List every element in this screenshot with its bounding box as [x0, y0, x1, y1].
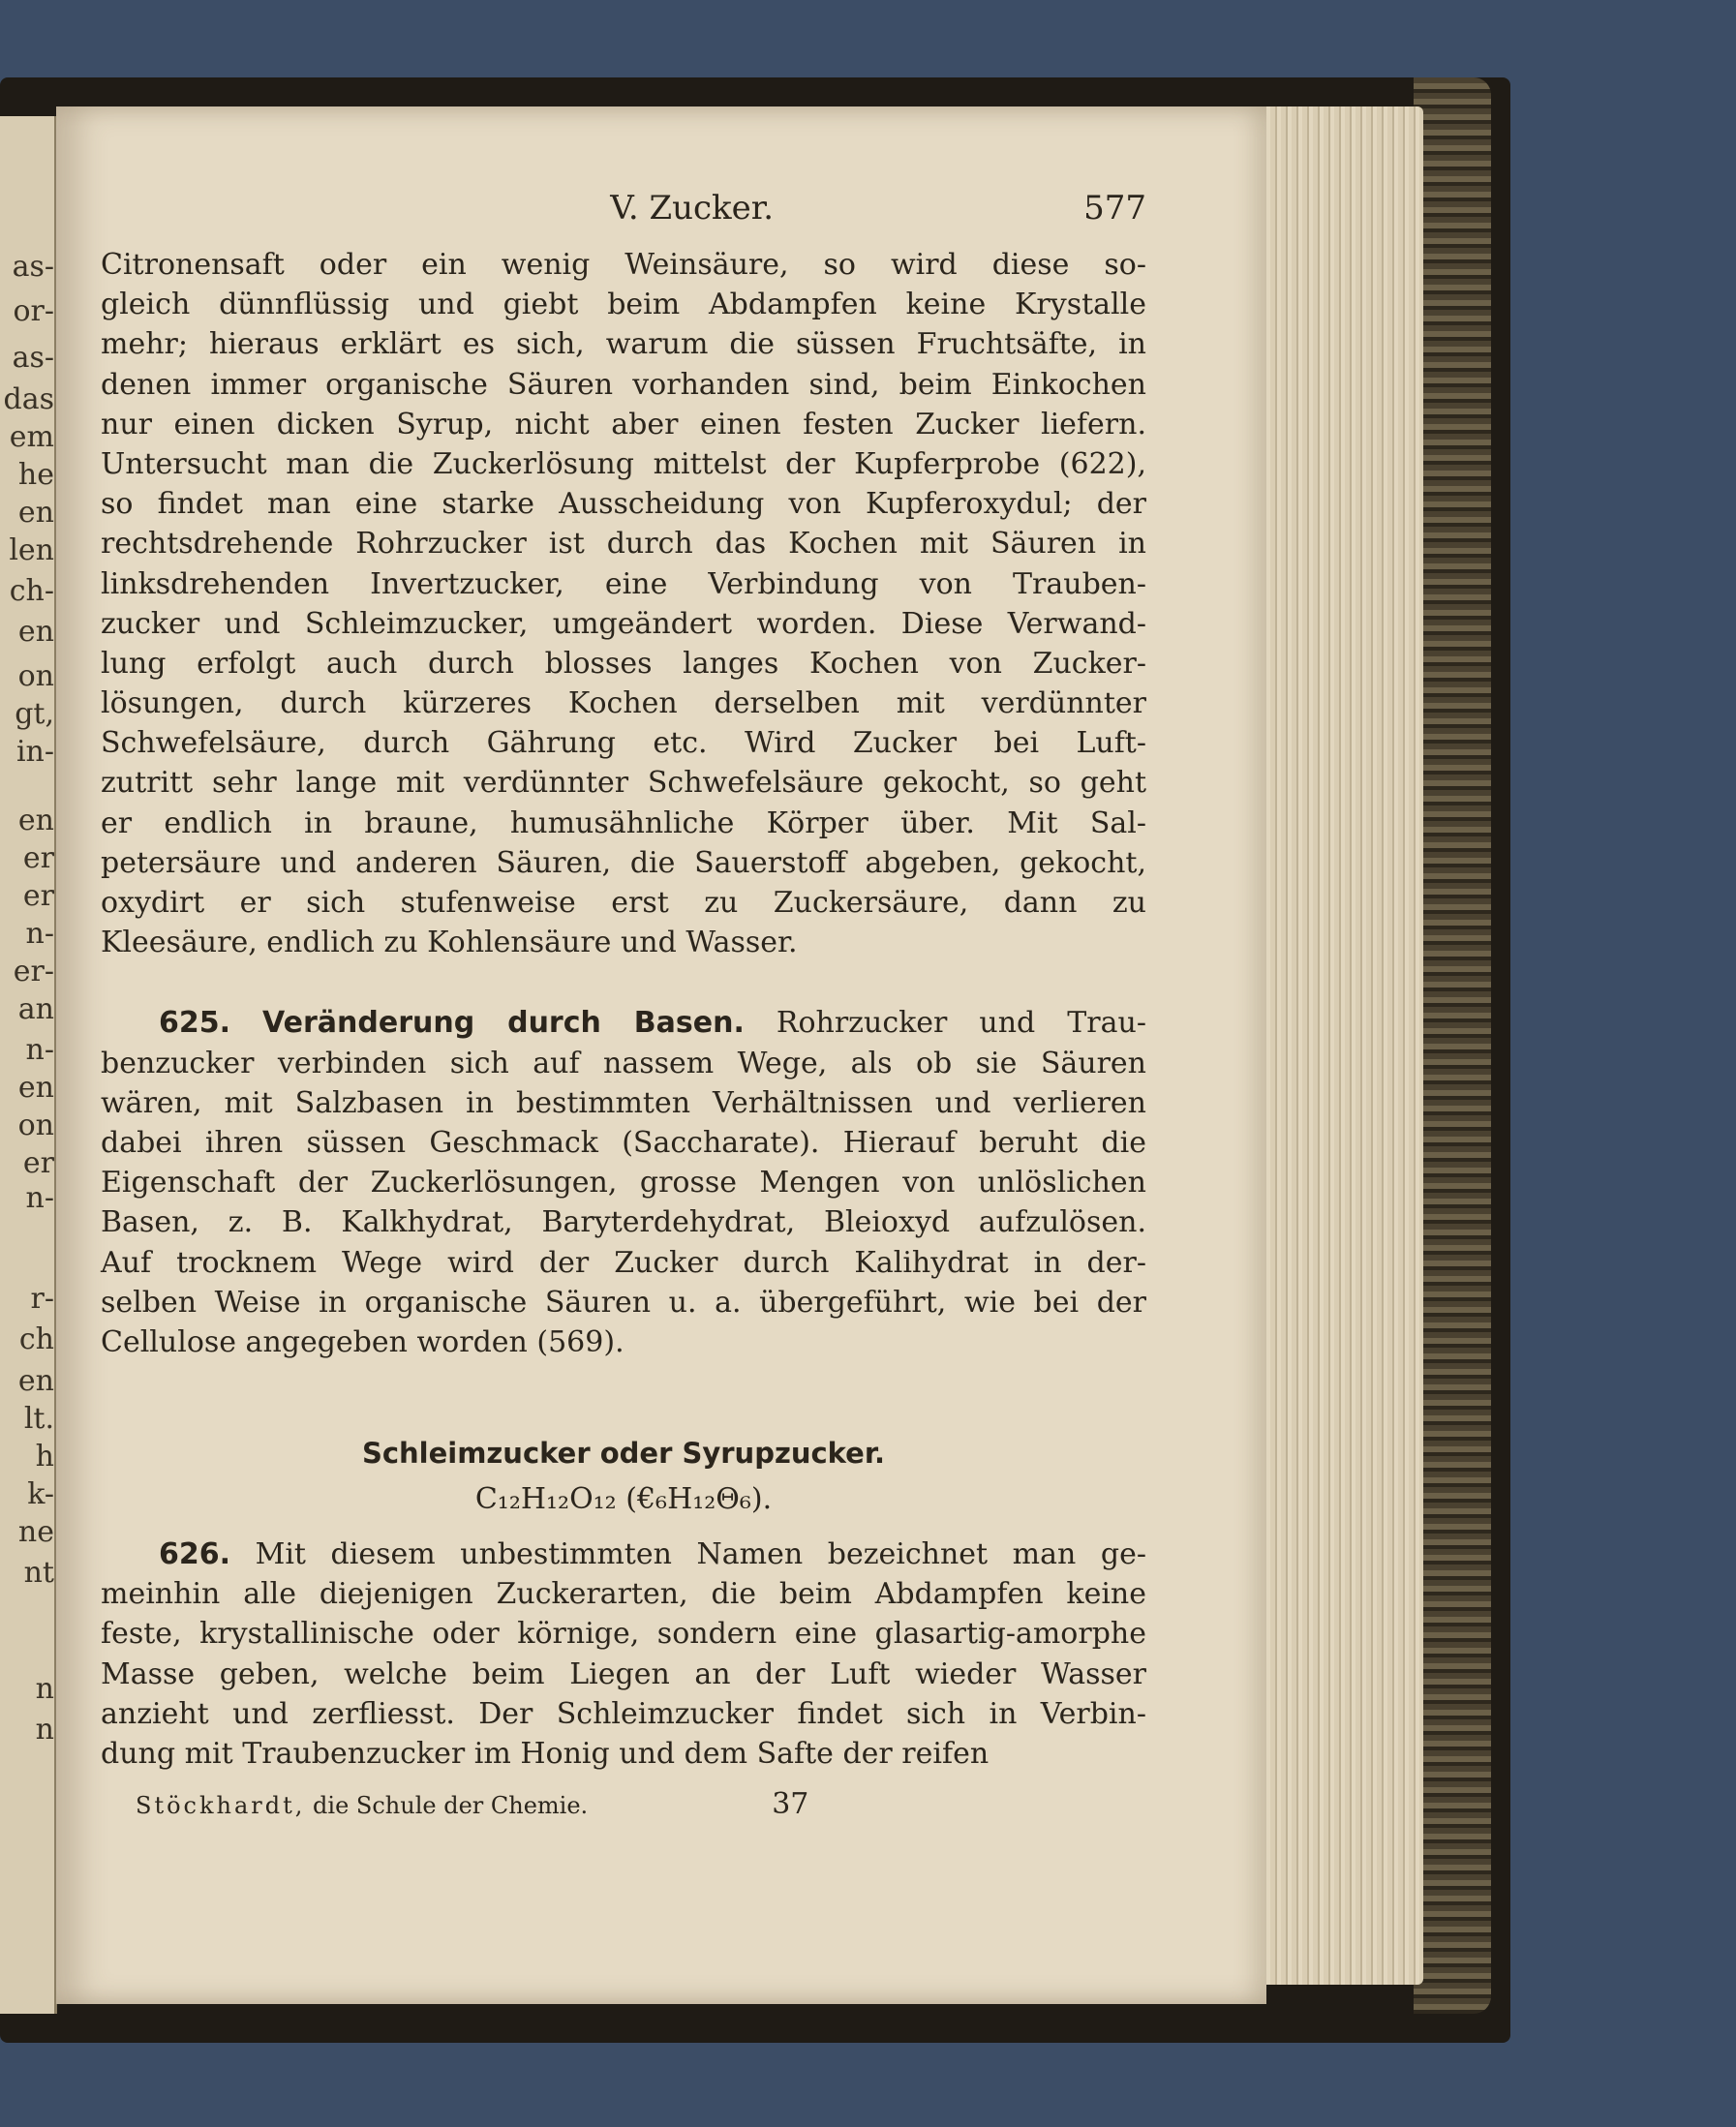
left-page-fragment: as-	[12, 250, 54, 284]
left-page-fragment: en	[17, 804, 54, 837]
text-line: dabei ihren süssen Geschmack (Saccharate). Hierauf beruht die	[101, 1125, 1146, 1160]
section-626-body	[101, 1574, 1146, 1774]
text-line: Untersucht man die Zuckerlösung mittelst der Kupferprobe (622),	[101, 446, 1146, 481]
section-625-heading: Veränderung durch Basen.	[262, 1006, 745, 1041]
section-625-body	[101, 1044, 1146, 1363]
footer-signature: 37	[772, 1787, 809, 1822]
book-page	[56, 106, 1266, 2004]
paragraph-gap	[101, 962, 1146, 1003]
left-page-fragment: er	[22, 841, 54, 875]
left-page-fragment: en	[17, 1070, 54, 1105]
left-page-fragment: gt,	[15, 696, 54, 731]
left-page-fragment: en	[17, 1363, 54, 1398]
text-line: dung mit Traubenzucker im Honig und dem Safte der reifen	[101, 1737, 990, 1771]
text-line: er endlich in braune, humusähnliche Körper über. Mit Sal-	[101, 805, 1146, 840]
text-line: lösungen, durch kürzeres Kochen derselben mit verdünnter	[101, 686, 1146, 721]
left-page-fragment: er	[22, 1145, 54, 1180]
left-page-fragment: an	[17, 992, 54, 1026]
left-page-fragment: len	[9, 532, 54, 567]
section-626-number: 626.	[159, 1537, 231, 1572]
text-line: nur einen dicken Syrup, nicht aber einen festen Zucker liefern.	[101, 407, 1146, 441]
left-page-fragment: n-	[25, 1032, 54, 1067]
section-625-first-line	[101, 1003, 1146, 1043]
text-line: petersäure und anderen Säuren, die Sauerstoff abgeben, gekocht,	[101, 845, 1146, 880]
section-625-first-text: Rohrzucker und Trau-	[776, 1006, 1146, 1041]
left-page-fragment: r-	[30, 1282, 54, 1316]
left-page-fragment: en	[17, 495, 54, 530]
text-line: Cellulose angegeben worden (569).	[101, 1324, 624, 1359]
left-page-fragment: k-	[27, 1476, 54, 1511]
text-line: so findet man eine starke Ausscheidung von Kupferoxydul; der	[101, 487, 1146, 522]
left-page-fragment: on	[17, 1108, 54, 1142]
text-line: Eigenschaft der Zuckerlösungen, grosse Mengen von unlöslichen	[101, 1166, 1146, 1200]
left-page-fragment: as-	[12, 340, 54, 375]
paragraph-continued	[101, 245, 1146, 962]
text-line: oxydirt er sich stufenweise erst zu Zuckersäure, dann zu	[101, 886, 1146, 920]
section-626	[101, 1534, 1146, 1774]
header-title: V. Zucker.	[610, 189, 775, 228]
text-line: gleich dünnflüssig und giebt beim Abdampfen keine Krystalle	[101, 288, 1146, 322]
text-line: anzieht und zerfliesst. Der Schleimzucker findet sich in Verbin-	[101, 1696, 1146, 1731]
text-line: Citronensaft oder ein wenig Weinsäure, so wird diese so-	[101, 248, 1146, 282]
page-footer	[101, 1787, 1146, 1821]
footer-work: die Schule der Chemie.	[313, 1792, 589, 1820]
text-line: denen immer organische Säuren vorhanden sind, beim Einkochen	[101, 367, 1146, 402]
left-page-fragment: er-	[13, 955, 54, 988]
page-edges	[1249, 106, 1423, 1985]
section-625-number: 625.	[159, 1006, 231, 1041]
left-page-fragment: em	[9, 419, 54, 454]
text-line: wären, mit Salzbasen in bestimmten Verhältnissen und verlieren	[101, 1085, 1146, 1120]
left-page-fragment: n	[35, 1672, 54, 1706]
left-page-fragment: er	[22, 879, 54, 913]
section-625	[101, 1003, 1146, 1362]
text-line: selben Weise in organische Säuren u. a. übergeführt, wie bei der	[101, 1285, 1146, 1320]
text-line: lung erfolgt auch durch blosses langes Kochen von Zucker-	[101, 646, 1146, 681]
text-line: Basen, z. B. Kalkhydrat, Baryterdehydrat, Bleioxyd aufzulösen.	[101, 1205, 1146, 1240]
left-page-fragment: h	[35, 1439, 54, 1474]
left-page-fragment: das	[3, 381, 54, 416]
chemical-formula: C₁₂H₁₂O₁₂ (€₆H₁₂Θ₆).	[474, 1482, 773, 1517]
footer-author: Stöckhardt,	[136, 1792, 306, 1820]
text-line: zutritt sehr lange mit verdünnter Schwefelsäure gekocht, so geht	[101, 766, 1146, 801]
text-line: feste, krystallinische oder körnige, sondern eine glasartig-amorphe	[101, 1617, 1146, 1652]
text-line: benzucker verbinden sich auf nassem Wege, als ob sie Säuren	[101, 1046, 1146, 1080]
book-cover-edge	[1414, 77, 1491, 2014]
left-page-fragment: nt	[23, 1556, 54, 1591]
section-626-first-text: Mit diesem unbestimmten Namen bezeichnet man ge-	[255, 1537, 1146, 1572]
left-page-strip	[0, 116, 57, 2014]
left-page-fragment: ch-	[9, 574, 54, 609]
left-page-fragment: in-	[15, 734, 54, 769]
running-header	[101, 189, 1146, 237]
text-line: meinhin alle diejenigen Zuckerarten, die beim Abdampfen keine	[101, 1577, 1146, 1612]
left-page-fragment: ne	[17, 1514, 54, 1549]
text-line: linksdrehenden Invertzucker, eine Verbindung von Trauben-	[101, 566, 1146, 601]
left-page-fragment: n	[35, 1712, 54, 1747]
text-line: rechtsdrehende Rohrzucker ist durch das Kochen mit Säuren in	[101, 527, 1146, 562]
page-content	[101, 189, 1146, 1821]
text-line: Kleesäure, endlich zu Kohlensäure und Wasser.	[101, 926, 798, 960]
left-page-fragment: lt.	[23, 1401, 54, 1436]
left-page-fragment: or-	[13, 293, 54, 328]
section-626-first-line	[101, 1534, 1146, 1574]
left-page-fragment: he	[17, 457, 54, 492]
section-title: Schleimzucker oder Syrupzucker.	[361, 1437, 886, 1471]
page-number: 577	[1083, 189, 1146, 228]
left-page-fragment: ch	[18, 1322, 54, 1356]
left-page-fragment: n-	[25, 1181, 54, 1215]
text-line: Auf trocknem Wege wird der Zucker durch Kalihydrat in der-	[101, 1245, 1146, 1280]
text-line: Schwefelsäure, durch Gährung etc. Wird Zucker bei Luft-	[101, 726, 1146, 761]
text-line: mehr; hieraus erklärt es sich, warum die süssen Fruchtsäfte, in	[101, 327, 1146, 362]
left-page-fragment: on	[17, 658, 54, 693]
left-page-fragment: n-	[25, 917, 54, 951]
left-page-fragment: en	[17, 615, 54, 649]
text-line: zucker und Schleimzucker, umgeändert worden. Diese Verwand-	[101, 606, 1146, 641]
text-line: Masse geben, welche beim Liegen an der Luft wieder Wasser	[101, 1656, 1146, 1691]
